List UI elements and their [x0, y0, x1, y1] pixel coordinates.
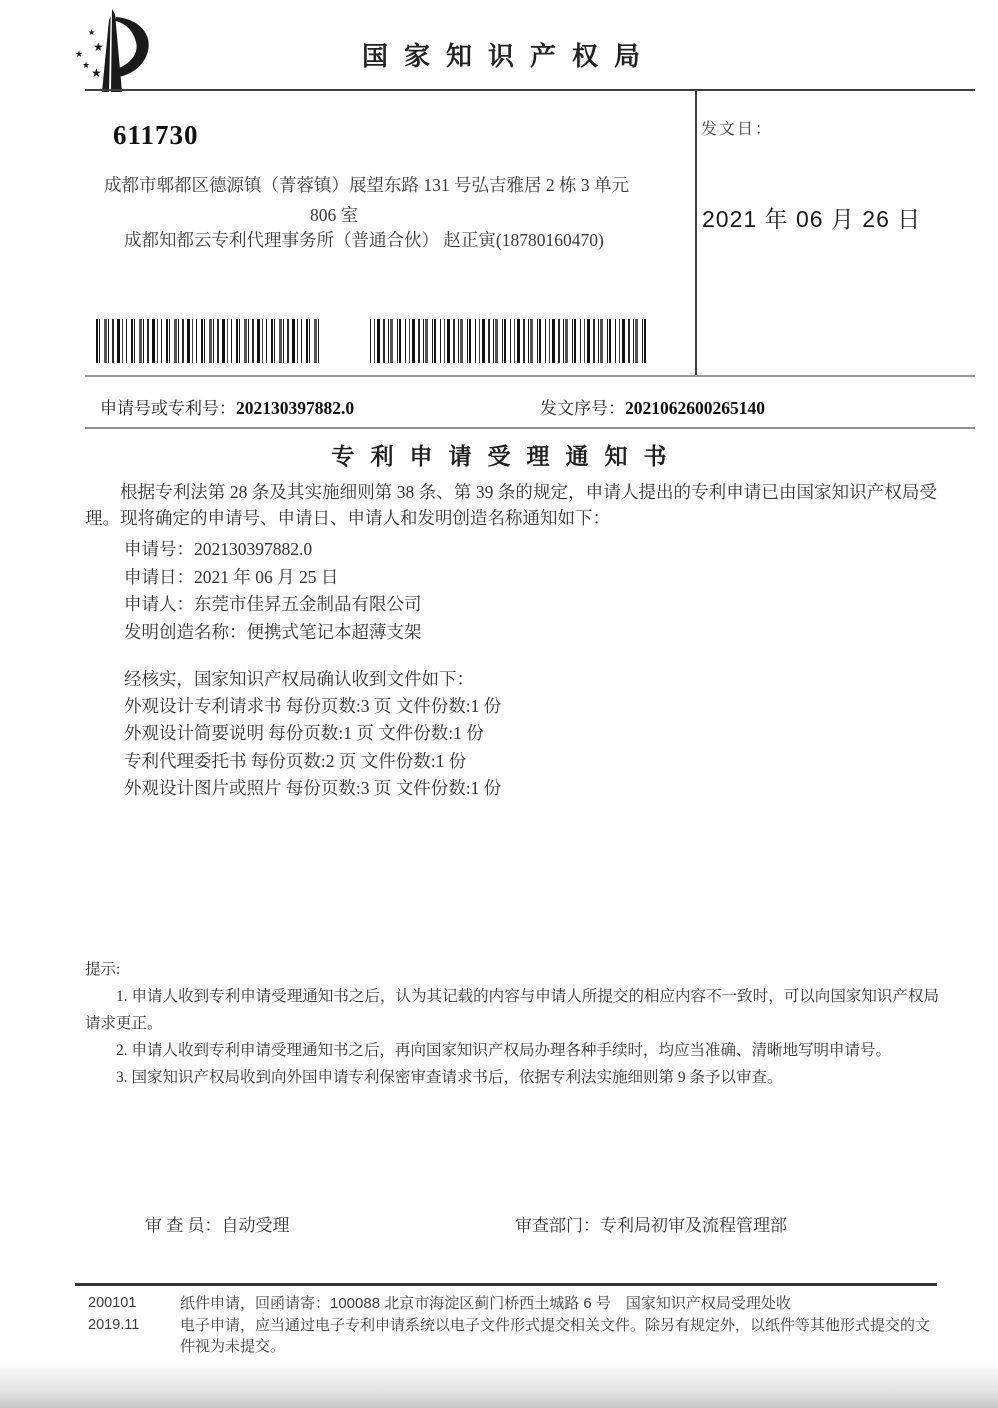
barcode-application-number [96, 319, 320, 363]
note-item-3: 3. 国家知识产权局收到向外国申请专利保密审查请求书后，依据专利法实施细则第 9 条予以审查。 [116, 1069, 783, 1086]
svg-text:★: ★ [88, 28, 96, 37]
examiner-value: 自动受理 [221, 1216, 290, 1235]
header-divider [85, 89, 975, 91]
application-number-row [100, 394, 354, 419]
notice-intro-paragraph: 根据专利法第 28 条及其实施细则第 38 条、第 39 条的规定，申请人提出的专利申请已由国家知识产权局受理。现将确定的申请号、申请日、申请人和发明创造名称通知如下： [85, 482, 937, 528]
form-code-block [88, 1293, 139, 1336]
barcode-section-divider [85, 375, 975, 377]
examining-department-label: 审查部门： [515, 1216, 600, 1235]
form-code: 200101 [88, 1295, 137, 1311]
note-item-1: 1. 申请人收到专利申请受理通知书之后，认为其记载的内容与申请人所提交的相应内容不一致时，可以向国家知识产权局请求更正。 [85, 988, 939, 1032]
notes-section [85, 956, 939, 1091]
application-fields [124, 536, 422, 646]
dispatch-date-label: 发文日： [701, 121, 774, 138]
footer-instructions [180, 1293, 938, 1358]
dispatch-box-divider [695, 89, 697, 376]
barcode-serial-number [369, 319, 646, 363]
svg-text:★: ★ [82, 60, 91, 70]
field-applicant: 申请人：东莞市佳昇五金制品有限公司 [124, 594, 422, 615]
scan-shadow [0, 1360, 998, 1408]
field-application-number: 申请号：202130397882.0 [124, 539, 313, 559]
examiner-row [145, 1211, 290, 1236]
recipient-address-line2: 806 室 [309, 205, 359, 225]
recipient-address-line1: 成都市郫都区德源镇（菁蓉镇）展望东路 131 号弘吉雅居 2 栋 3 单元 [104, 175, 629, 195]
serial-number-label: 发文序号： [540, 399, 625, 418]
received-document-item: 外观设计专利请求书 每份页数:3 页 文件份数:1 份 [124, 696, 502, 717]
examining-department-row [515, 1211, 787, 1236]
examining-department-value: 专利局初审及流程管理部 [600, 1216, 787, 1235]
application-number-label: 申请号或专利号： [100, 399, 236, 418]
received-documents-list [124, 666, 501, 802]
field-invention-title: 发明创造名称：便携式笔记本超薄支架 [124, 621, 422, 642]
received-documents-intro: 经核实，国家知识产权局确认收到文件如下： [124, 669, 474, 689]
svg-text:★: ★ [93, 40, 104, 54]
form-date: 2019.11 [88, 1316, 140, 1333]
reference-section-divider [85, 427, 975, 429]
dispatch-date-value: 2021 年 06 月 26 日 [702, 206, 922, 232]
examiner-label: 审 查 员： [145, 1216, 222, 1235]
received-document-item: 外观设计图片或照片 每份页数:3 页 文件份数:1 份 [124, 777, 502, 798]
footer-electronic-instruction: 电子申请，应当通过电子专利申请系统以电子文件形式提交相关文件。除另有规定外，以纸件等其他形式提交的文件视为未提交。 [180, 1316, 931, 1355]
received-document-item: 外观设计简要说明 每份页数:1 页 文件份数:1 份 [124, 723, 484, 744]
agency-title: 国家知识产权局 [361, 41, 656, 71]
footer-paper-instruction: 纸件申请，回函请寄：100088 北京市海淀区蓟门桥西土城路 6 号 国家知识产权局受理处收 [180, 1295, 791, 1312]
svg-text:★: ★ [75, 49, 84, 59]
svg-text:★: ★ [91, 66, 102, 80]
postal-code: 611730 [113, 120, 199, 150]
field-application-date: 申请日：2021 年 06 月 25 日 [124, 566, 339, 587]
notice-title: 专利申请受理通知书 [331, 444, 683, 469]
application-number-value: 202130397882.0 [236, 398, 355, 418]
note-item-2: 2. 申请人收到专利申请受理通知书之后，再向国家知识产权局办理各种手续时，均应当准确、清晰地写明申请号。 [116, 1042, 892, 1059]
patent-agency-line: 成都知都云专利代理事务所（普通合伙） 赵正寅(18780160470) [124, 230, 604, 250]
serial-number-value: 2021062600265140 [625, 398, 765, 418]
serial-number-row [540, 394, 765, 419]
received-document-item: 专利代理委托书 每份页数:2 页 文件份数:1 份 [124, 750, 467, 771]
notes-label: 提示: [85, 961, 121, 978]
footer-divider [75, 1283, 937, 1286]
